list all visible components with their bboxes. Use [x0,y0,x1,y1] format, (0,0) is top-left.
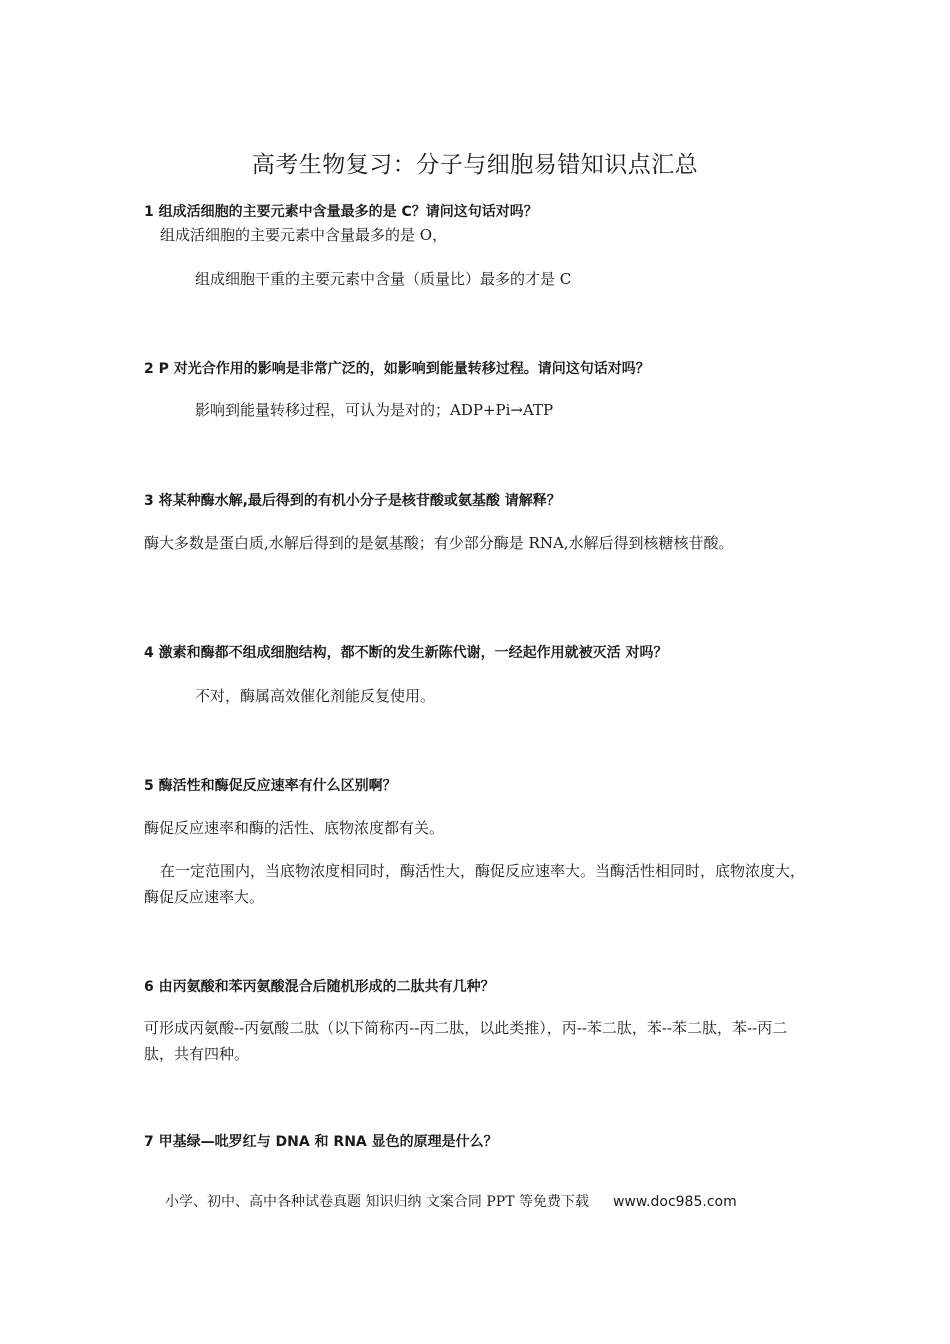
question-6: 6 由丙氨酸和苯丙氨酸混合后随机形成的二肽共有几种？ [144,979,495,995]
answer-1-line-1: 组成活细胞的主要元素中含量最多的是 O， [160,226,448,244]
question-4: 4 激素和酶都不组成细胞结构，都不断的发生新陈代谢，一经起作用就被灭活 对吗？ [144,645,668,661]
footer-text: 小学、初中、高中各种试卷真题 知识归纳 文案合同 PPT 等免费下载 [165,1194,589,1210]
question-1: 1 组成活细胞的主要元素中含量最多的是 C？请问这句话对吗？ [144,204,538,220]
answer-5-line-1: 酶促反应速率和酶的活性、底物浓度都有关。 [144,819,445,837]
answer-3-line-1: 酶大多数是蛋白质,水解后得到的是氨基酸；有少部分酶是 RNA,水解后得到核糖核苷酸。 [144,534,734,552]
answer-1-line-2: 组成细胞干重的主要元素中含量（质量比）最多的才是 C [195,270,572,288]
answer-6-line-1: 可形成丙氨酸--丙氨酸二肽（以下简称丙--丙二肽，以此类推），丙--苯二肽，苯--苯二肽，苯--丙二肽，共有四种。 [144,1019,788,1063]
answer-5-line-2: 在一定范围内，当底物浓度相同时，酶活性大，酶促反应速率大。当酶活性相同时，底物浓度大，酶促反应速率大。 [144,862,806,906]
question-2: 2 P 对光合作用的影响是非常广泛的，如影响到能量转移过程。请问这句话对吗？ [144,361,650,377]
question-5: 5 酶活性和酶促反应速率有什么区别啊？ [144,778,397,794]
footer-url[interactable]: www.doc985.com [612,1194,737,1210]
page-title: 高考生物复习：分子与细胞易错知识点汇总 [251,152,699,178]
answer-4-line-1: 不对，酶属高效催化剂能反复使用。 [195,687,436,705]
answer-2-line-1: 影响到能量转移过程，可认为是对的；ADP+Pi→ATP [195,401,554,419]
page-footer [165,1191,737,1211]
question-7: 7 甲基绿—吡罗红与 DNA 和 RNA 显色的原理是什么？ [144,1134,498,1150]
question-3: 3 将某种酶水解,最后得到的有机小分子是核苷酸或氨基酸 请解释？ [144,493,561,509]
